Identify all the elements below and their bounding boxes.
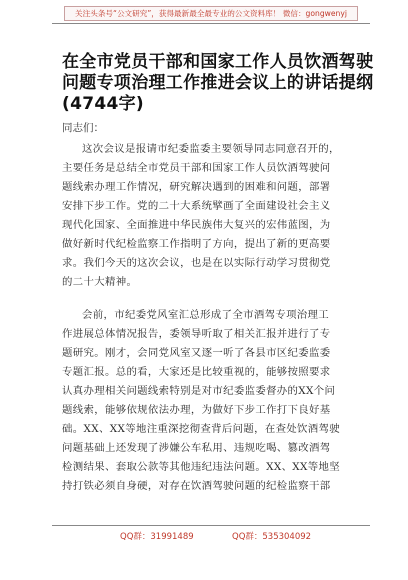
paragraph-line: 专题汇报。总的看，大家还是比较重视的，能够按照要求: [62, 366, 331, 378]
paragraph-line: 的二十大精神。: [62, 276, 138, 288]
footer-qq-group-1: QQ群：31991489: [120, 532, 194, 542]
paragraph-line: 认真办理相关问题线索特别是对市纪委监委督办的XX个问: [62, 385, 336, 397]
paragraph-line: 主要任务是总结全市党员干部和国家工作人员饮酒驾驶问: [62, 162, 331, 174]
salutation: 同志们：: [62, 122, 104, 134]
paragraph-line: 问题基础上还发现了涉嫌公车私用、违规吃喝、篡改酒驾: [62, 442, 331, 454]
footer-qq-group-2: QQ群：535304092: [232, 532, 312, 542]
paragraph-line: 现代化国家、全面推进中华民族伟大复兴的宏伟蓝图，为: [62, 219, 331, 231]
paragraph-line: 检测结果、套取公款等其他违纪违法问题。XX、XX等地坚: [62, 461, 341, 473]
document-title: [62, 52, 374, 115]
title-word-count: (4744字): [62, 94, 144, 114]
header-divider: [52, 23, 370, 24]
paragraph-line: 安排下步工作。党的二十大系统擘画了全面建设社会主义: [62, 200, 331, 212]
paragraph-line: 础。XX、XX等地注重深挖彻查背后问题，在查处饮酒驾驶: [62, 423, 341, 435]
document-body: [62, 140, 354, 496]
title-line: 在全市党员干部和国家工作人员饮酒驾驶: [62, 52, 374, 72]
title-line: 问题专项治理工作推进会议上的讲话提纲: [62, 73, 374, 93]
paragraph-line: 这次会议是报请市纪委监委主要领导同志同意召开的，: [82, 143, 340, 155]
paragraph-line: 题线索办理工作情况，研究解决遇到的困难和问题，部署: [62, 181, 331, 193]
paragraph-line: 题研究。刚才，会同党风室又逐一听了各县市区纪委监委: [62, 347, 331, 359]
paragraph-line: 做好新时代纪检监察工作指明了方向，提出了新的更高要: [62, 238, 331, 250]
header-banner: 关注头条号“公文研究”，获得最新最全最专业的公文资料库！ 微信：gongwenyj: [64, 6, 358, 21]
footer-divider: [52, 525, 370, 526]
paragraph-gap: [62, 292, 354, 306]
paragraph-line: 求。我们今天的这次会议，也是在以实际行动学习贯彻党: [62, 257, 331, 269]
paragraph-line: 题线索，能够依规依法办理，为做好下步工作打下良好基: [62, 404, 331, 416]
paragraph-line: 作进展总体情况报告，委领导听取了相关汇报并进行了专: [62, 328, 331, 340]
paragraph-line: 持打铁必须自身硬，对存在饮酒驾驶问题的纪检监察干部: [62, 480, 331, 492]
paragraph-line: 会前，市纪委党风室汇总形成了全市酒驾专项治理工: [82, 309, 330, 321]
